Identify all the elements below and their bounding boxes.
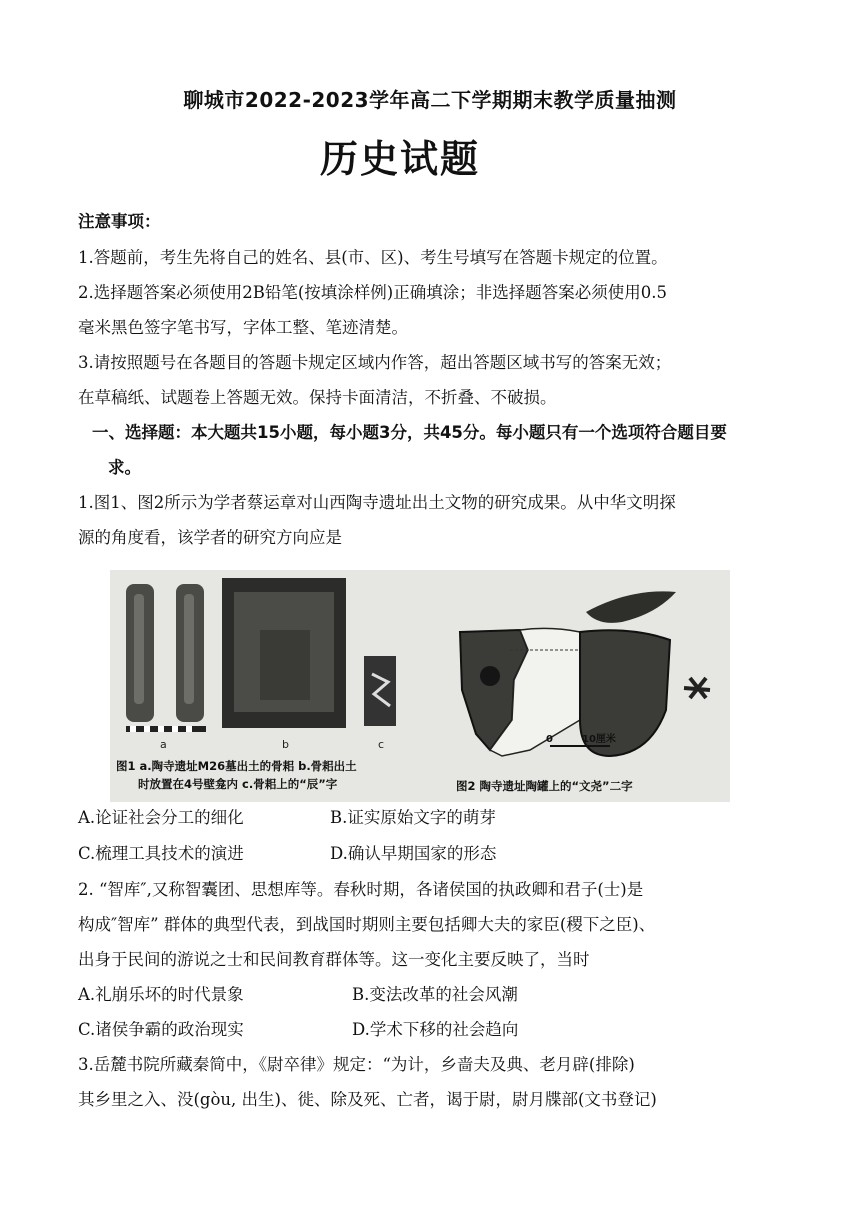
scale-zero: 0 — [546, 734, 553, 745]
fig1-caption-line-1: 图1 a.陶寺遗址M26墓出土的骨耜 b.骨耜出土 — [116, 759, 357, 773]
fig1-label-b: b — [282, 738, 289, 751]
exam-title: 历史试题 — [319, 137, 480, 181]
fig2-caption: 图2 陶寺遗址陶罐上的“文尧”二字 — [456, 779, 633, 793]
fig1-caption-line-2: 时放置在4号壁龛内 c.骨耜上的“辰”字 — [138, 777, 338, 791]
q1-option-b: B.证实原始文字的萌芽 — [330, 808, 496, 827]
q1-option-d: D.确认早期国家的形态 — [330, 844, 497, 863]
q1-option-a: A.论证社会分工的细化 — [78, 808, 244, 827]
q1-stem-line-2: 源的角度看，该学者的研究方向应是 — [78, 528, 342, 547]
notice-line-3: 毫米黑色签字笔书写，字体工整、笔迹清楚。 — [78, 318, 408, 337]
notice-heading: 注意事项： — [78, 212, 161, 231]
fig1-label-c: c — [378, 738, 385, 751]
q2-option-d: D.学术下移的社会趋向 — [352, 1020, 519, 1039]
exam-subtitle: 聊城市2022-2023学年高二下学期期末教学质量抽测 — [183, 88, 677, 112]
notice-line-4: 3.请按照题号在各题目的答题卡规定区域内作答，超出答题区域书写的答案无效； — [78, 353, 672, 372]
q2-option-c: C.诸侯争霸的政治现实 — [78, 1020, 244, 1039]
section-heading-line-1: 一、选择题：本大题共15小题，每小题3分，共45分。每小题只有一个选项符合题目要 — [92, 423, 727, 442]
q1-figure-drawing — [110, 570, 730, 802]
fig1-label-a: a — [160, 738, 167, 751]
q2-option-b: B.变法改革的社会风潮 — [352, 985, 518, 1004]
q2-option-a: A.礼崩乐坏的时代景象 — [78, 985, 244, 1004]
chen-character-photo — [364, 656, 396, 726]
notice-line-1: 1.答题前，考生先将自己的姓名、县(市、区)、考生号填写在答题卡规定的位置。 — [78, 248, 668, 267]
q1-option-c: C.梳理工具技术的演进 — [78, 844, 244, 863]
section-heading-line-2: 求。 — [108, 458, 141, 477]
q2-stem-line-1: 2. “智库″,又称智囊团、思想库等。春秋时期，各诸侯国的执政卿和君子(士)是 — [78, 880, 644, 899]
scale-label: 10厘米 — [582, 734, 616, 745]
q3-stem-line-1: 3.岳麓书院所藏秦简中，《尉卒律》规定：“为计，乡啬夫及典、老月辟(排除) — [78, 1055, 635, 1074]
q2-stem-line-3: 出身于民间的游说之士和民间教育群体等。这一变化主要反映了，当时 — [78, 950, 590, 969]
q3-stem-line-2: 其乡里之入、没(gòu, 出生)、徙、除及死、亡者，谒于尉，尉月牒部(文书登记) — [78, 1090, 657, 1109]
q1-figure — [110, 570, 730, 802]
q2-stem-line-2: 构成″智库” 群体的典型代表，到战国时期则主要包括卿大夫的家臣(稷下之臣)、 — [78, 915, 656, 934]
notice-line-5: 在草稿纸、试题卷上答题无效。保持卡面清洁，不折叠、不破损。 — [78, 388, 557, 407]
q1-stem-line-1: 1.图1、图2所示为学者蔡运章对山西陶寺遗址出土文物的研究成果。从中华文明探 — [78, 493, 676, 512]
notice-line-2: 2.选择题答案必须使用2B铅笔(按填涂样例)正确填涂；非选择题答案必须使用0.5 — [78, 283, 667, 302]
